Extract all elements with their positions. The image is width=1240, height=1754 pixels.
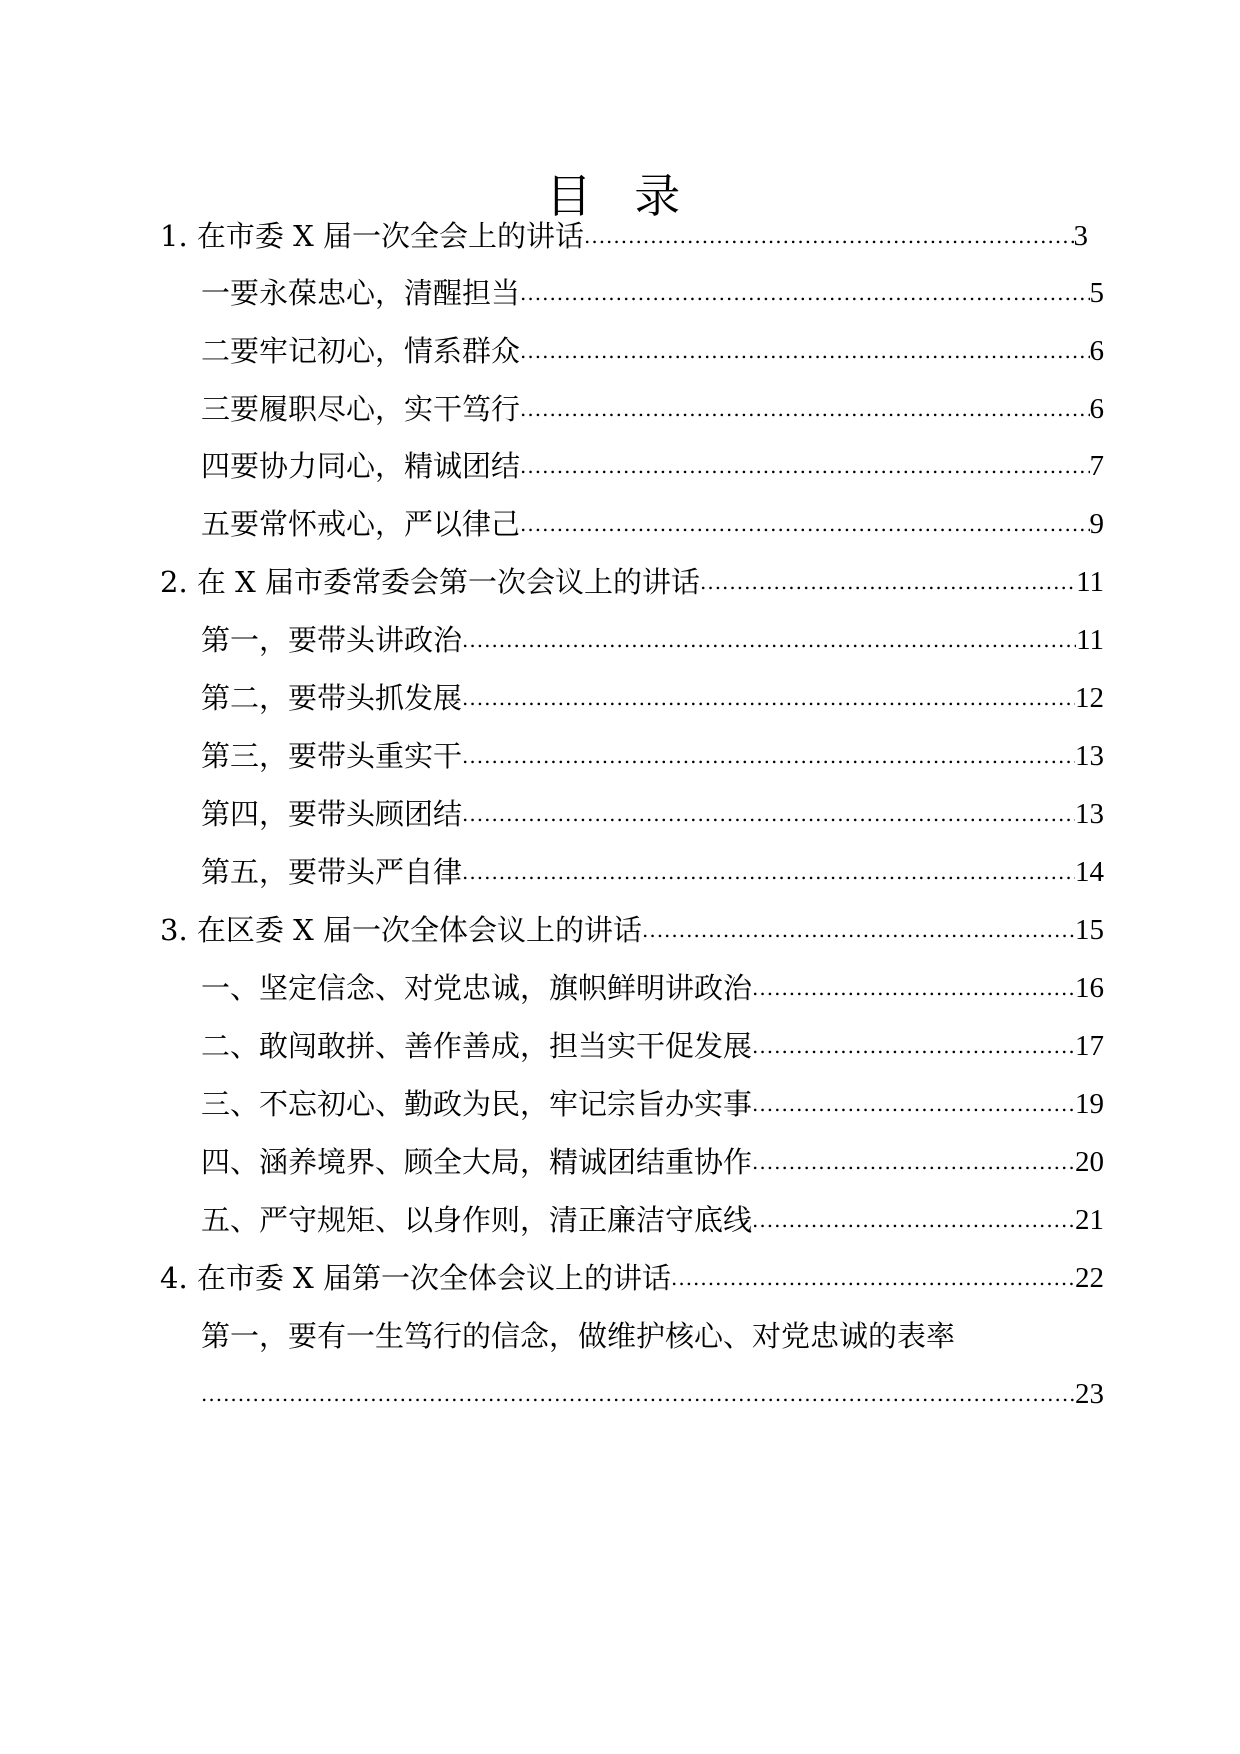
toc-entry-text: 第二，要带头抓发展: [201, 681, 463, 715]
toc-entry[interactable]: [201, 1026, 1104, 1066]
toc-entry[interactable]: [160, 1258, 1104, 1298]
toc-leader: [462, 736, 1075, 776]
toc-leader: [520, 273, 1089, 313]
toc-entry-text: 第五，要带头严自律: [201, 855, 463, 889]
toc-page-number: 17: [1075, 1030, 1104, 1062]
toc-entry[interactable]: [201, 620, 1104, 660]
toc-entry[interactable]: [201, 968, 1104, 1008]
toc-leader: [462, 794, 1075, 834]
toc-leader: [752, 968, 1075, 1008]
toc-leader: [520, 331, 1089, 371]
toc-page-number: 22: [1075, 1262, 1104, 1294]
toc-entry-text: 3. 在区委 X 届一次全体会议上的讲话: [160, 913, 642, 947]
toc-page-number: 9: [1089, 508, 1104, 540]
toc-leader: [752, 1142, 1075, 1182]
toc-page-number: 11: [1076, 566, 1104, 598]
toc-entry-text: 二、敢闯敢拼、善作善成，担当实干促发展: [201, 1029, 753, 1063]
toc-entry-text: 四要协力同心，精诚团结: [201, 449, 521, 483]
toc-entry-text: 1. 在市委 X 届一次全会上的讲话: [160, 219, 584, 253]
toc-leader: [752, 1026, 1075, 1066]
toc-leader: [520, 389, 1089, 429]
toc-entry-text: 第四，要带头顾团结: [201, 797, 463, 831]
toc-entry[interactable]: [160, 910, 1104, 950]
toc-page-number: 14: [1075, 856, 1104, 888]
toc-entry[interactable]: [201, 794, 1104, 834]
toc-page-number: 5: [1089, 277, 1104, 309]
toc-page-number: 6: [1089, 393, 1104, 425]
toc-entry[interactable]: [201, 1084, 1104, 1124]
toc-leader: [462, 620, 1076, 660]
toc-entry-text: 第三，要带头重实干: [201, 739, 463, 773]
toc-entry-wrapped-tail[interactable]: [201, 1374, 1104, 1414]
toc-entry-text: 三要履职尽心，实干笃行: [201, 392, 521, 426]
toc-page-number: 7: [1089, 450, 1104, 482]
toc-entry-text: 四、涵养境界、顾全大局，精诚团结重协作: [201, 1145, 753, 1179]
toc-entry[interactable]: [201, 852, 1104, 892]
toc-leader: [520, 504, 1089, 544]
toc-entry[interactable]: [201, 446, 1104, 486]
toc-leader: [752, 1084, 1075, 1124]
toc-page-number: 16: [1075, 972, 1104, 1004]
toc-page-number: 13: [1075, 798, 1104, 830]
toc-leader: [584, 216, 1074, 256]
toc-entry[interactable]: [201, 1200, 1104, 1240]
toc-leader: [700, 562, 1076, 602]
toc-entry[interactable]: [201, 678, 1104, 718]
toc-page-number: 20: [1075, 1146, 1104, 1178]
toc-entry-text: 一、坚定信念、对党忠诚，旗帜鲜明讲政治: [201, 971, 753, 1005]
toc-leader: [462, 678, 1075, 718]
toc-entry-text: 二要牢记初心，情系群众: [201, 334, 521, 368]
toc-page-number: 15: [1075, 914, 1104, 946]
toc-entry-text: 五要常怀戒心，严以律己: [201, 507, 521, 541]
toc-entry[interactable]: [201, 736, 1104, 776]
toc-page-number: 6: [1089, 335, 1104, 367]
toc-page-number: 12: [1075, 682, 1104, 714]
toc-leader: [520, 446, 1089, 486]
toc-page-number: 13: [1075, 740, 1104, 772]
toc-page-number: 21: [1075, 1204, 1104, 1236]
toc-entry-text: 一要永葆忠心，清醒担当: [201, 276, 521, 310]
toc-leader: [462, 852, 1075, 892]
toc-leader: [201, 1374, 1075, 1414]
toc-entry[interactable]: [160, 216, 1088, 256]
toc-entry[interactable]: [201, 1142, 1104, 1182]
toc-entry[interactable]: [160, 562, 1104, 602]
toc-page-number: 3: [1073, 220, 1088, 252]
toc-entry-text: 4. 在市委 X 届第一次全体会议上的讲话: [160, 1261, 671, 1295]
toc-entry-wrapped-text[interactable]: 第一，要有一生笃行的信念，做维护核心、对党忠诚的表率: [201, 1319, 956, 1353]
toc-leader: [642, 910, 1075, 950]
toc-page-number: 19: [1075, 1088, 1104, 1120]
toc-page-number: 11: [1076, 624, 1104, 656]
toc-entry-text: 三、不忘初心、勤政为民，牢记宗旨办实事: [201, 1087, 753, 1121]
toc-page-number: 23: [1075, 1378, 1104, 1410]
toc-leader: [671, 1258, 1075, 1298]
toc-leader: [752, 1200, 1075, 1240]
toc-entry[interactable]: [201, 273, 1104, 313]
toc-entry-text: 五、严守规矩、以身作则，清正廉洁守底线: [201, 1203, 753, 1237]
toc-entry[interactable]: [201, 331, 1104, 371]
toc-entry[interactable]: [201, 504, 1104, 544]
toc-entry[interactable]: [201, 389, 1104, 429]
page-title: 目 录: [545, 169, 695, 223]
toc-entry-text: 第一，要带头讲政治: [201, 623, 463, 657]
toc-entry-text: 2. 在 X 届市委常委会第一次会议上的讲话: [160, 565, 700, 599]
